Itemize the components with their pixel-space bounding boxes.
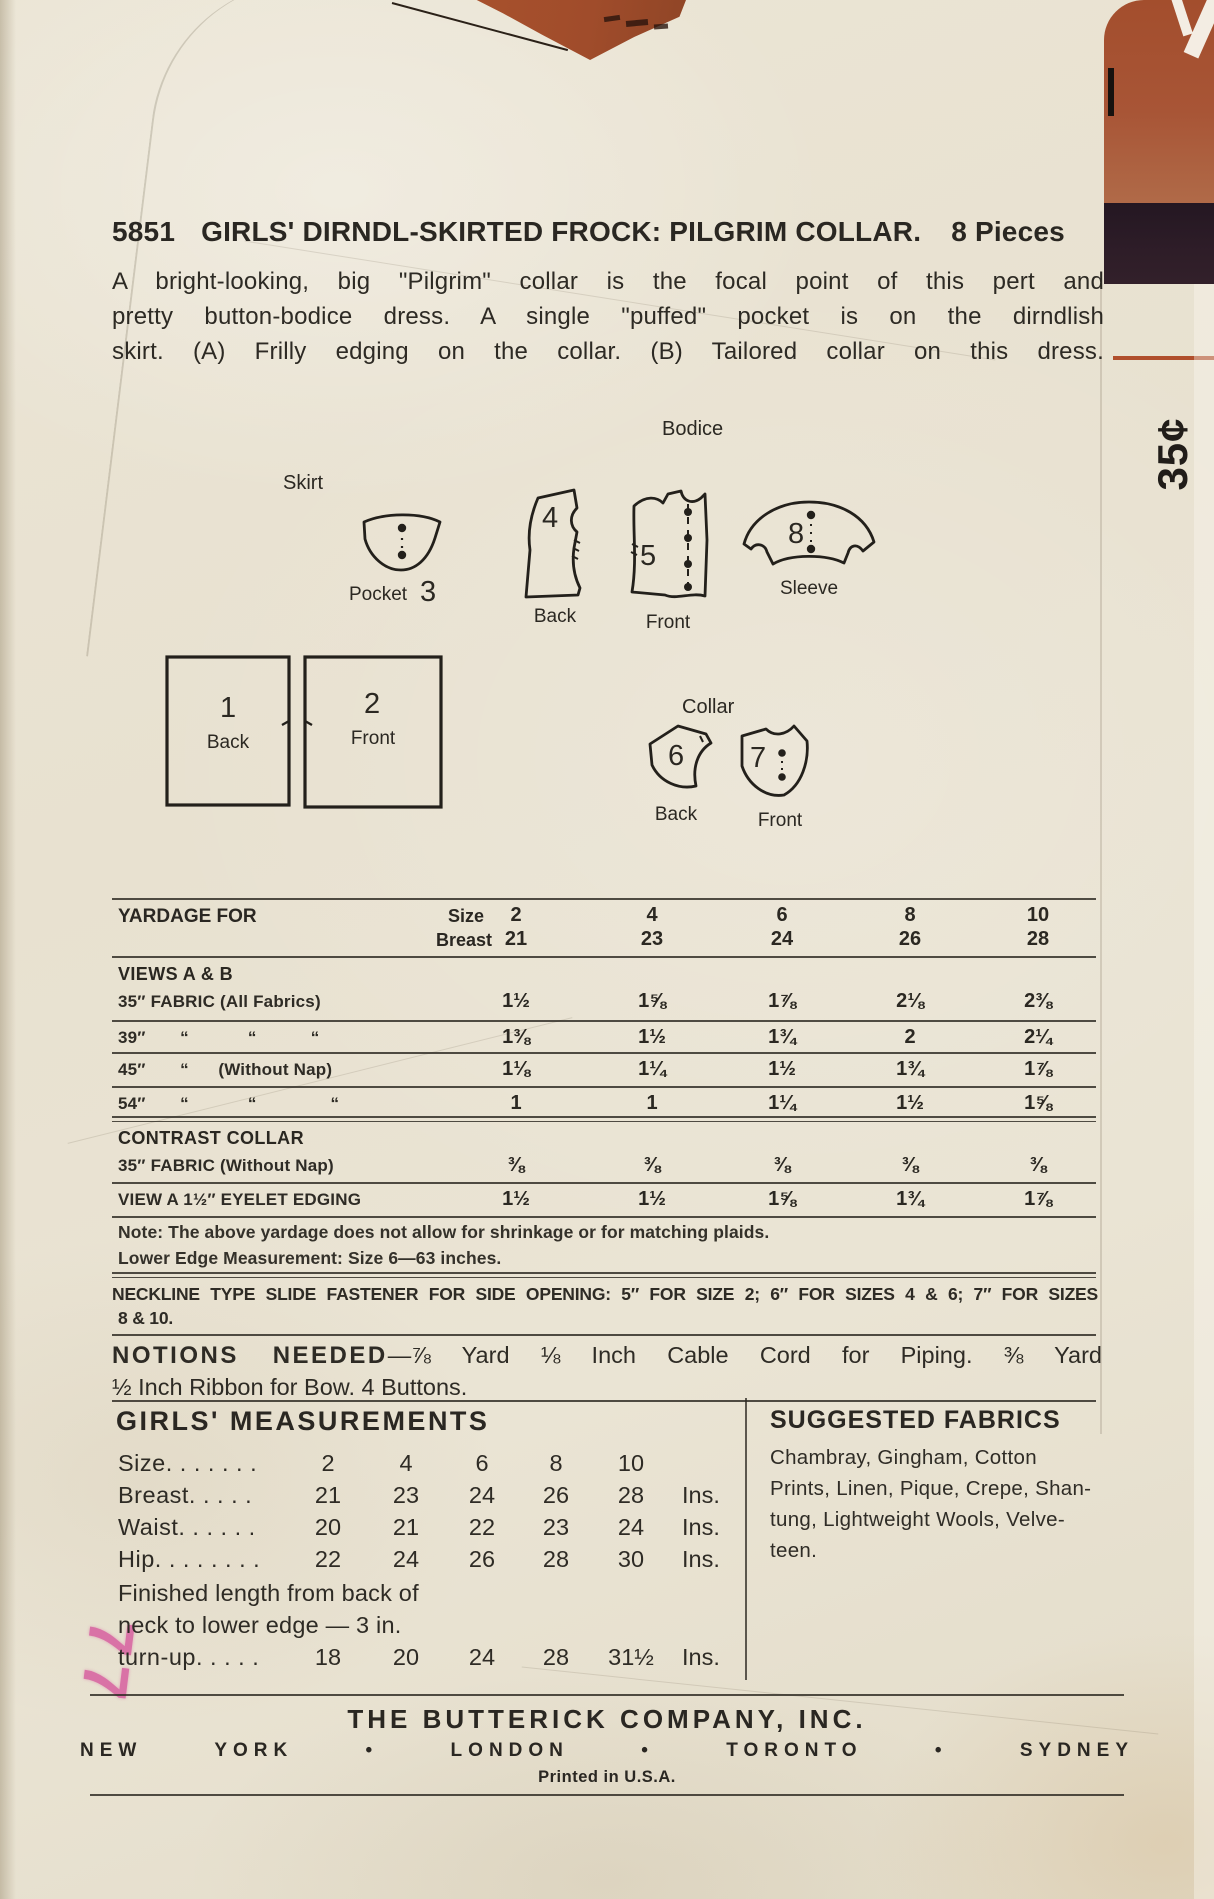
measurement-value: 28 <box>617 1482 645 1508</box>
yardage-row <box>112 992 1096 1018</box>
measurement-value: 21 <box>392 1514 420 1540</box>
yardage-value: 1¾ <box>896 1188 924 1210</box>
sleeve-number: 8 <box>788 518 805 550</box>
measurement-row <box>116 1514 736 1542</box>
print-smudge <box>654 24 668 30</box>
table-rule <box>112 1334 1096 1336</box>
measurement-value: 22 <box>314 1546 342 1572</box>
yardage-row <box>112 1156 1096 1182</box>
table-rule <box>112 1400 1096 1402</box>
measurement-value: 28 <box>542 1546 570 1572</box>
page-title <box>112 216 1102 248</box>
right-edge-highlight <box>1194 284 1214 1899</box>
sleeve-label: Sleeve <box>779 578 839 599</box>
notions-line <box>112 1342 1102 1370</box>
finished-length-line: neck to lower edge — 3 in. <box>118 1612 402 1638</box>
yardage-value: ⅜ <box>773 1154 791 1176</box>
size-label: Size <box>448 906 485 926</box>
notions-text: —⅞ Yard ⅛ Inch Cable Cord for Piping. ⅜ Yard <box>387 1342 1102 1368</box>
side-fold-line <box>1100 284 1102 1434</box>
measurement-row <box>116 1482 736 1510</box>
description-line: skirt. (A) Frilly edging on the collar. (B) Tailored collar on this dress. <box>112 338 1104 365</box>
yardage-value: ⅜ <box>901 1154 919 1176</box>
breast-value: 21 <box>504 928 528 950</box>
fabrics-line: Chambray, Gingham, Cotton <box>770 1446 1037 1469</box>
envelope-front-showthrough <box>468 0 686 60</box>
turnup-row <box>116 1644 736 1672</box>
collar-front-piece-diagram <box>734 724 814 804</box>
breast-value: 24 <box>770 928 794 950</box>
table-rule <box>112 1216 1096 1218</box>
pocket-number: 3 <box>420 576 437 608</box>
yardage-value: 1½ <box>502 1188 530 1210</box>
yardage-value: 2¼ <box>1024 1026 1052 1048</box>
yardage-value: 1¼ <box>768 1092 796 1114</box>
yardage-note: Note: The above yardage does not allow for shrinkage or for matching plaids. <box>118 1222 770 1242</box>
measurement-value: 30 <box>617 1546 645 1572</box>
breast-value: 26 <box>898 928 922 950</box>
size-value: 10 <box>1026 904 1050 926</box>
breast-value: 28 <box>1026 928 1050 950</box>
measurement-label: Hip. . . . . . . . <box>118 1546 261 1572</box>
finished-length-line: Finished length from back of <box>118 1580 419 1606</box>
yardage-value: 1 <box>646 1092 658 1114</box>
yardage-value: 1½ <box>896 1092 924 1114</box>
pattern-number: 5851 <box>112 216 176 247</box>
breast-header-row <box>112 930 1096 956</box>
bodice-front-label: Front <box>645 612 691 633</box>
pocket-label: Pocket <box>348 584 408 605</box>
turnup-value: 31½ <box>608 1644 654 1670</box>
yardage-header-row <box>112 906 1096 932</box>
bodice-back-number: 4 <box>542 502 559 534</box>
table-rule <box>112 956 1096 958</box>
description-line: A bright-looking, big "Pilgrim" collar is the focal point of this pert and <box>112 268 1104 295</box>
measurement-value: 4 <box>399 1450 413 1476</box>
measurement-value: 23 <box>542 1514 570 1540</box>
fabrics-title: SUGGESTED FABRICS <box>770 1406 1061 1434</box>
bodice-front-number: 5 <box>640 540 657 572</box>
table-rule <box>112 1182 1096 1184</box>
yardage-value: 1¾ <box>896 1058 924 1080</box>
description-line: pretty button-bodice dress. A single "puffed" pocket is on the dirndlish <box>112 303 1104 330</box>
pattern-name: GIRLS' DIRNDL-SKIRTED FROCK: PILGRIM COLLAR. <box>201 216 922 247</box>
footer-rule <box>90 1694 1124 1696</box>
turnup-value: 24 <box>468 1644 496 1670</box>
measurement-value: 24 <box>392 1546 420 1572</box>
views-section-header: VIEWS A & B <box>118 964 234 984</box>
company-cities: NEW YORK • LONDON • TORONTO • SYDNEY <box>80 1740 1134 1761</box>
yardage-value: ⅜ <box>643 1154 661 1176</box>
measurement-label: Waist. . . . . . <box>118 1514 256 1540</box>
measurements-title: GIRLS' MEASUREMENTS <box>116 1406 490 1436</box>
yardage-value: 1⅞ <box>1024 1058 1052 1080</box>
skirt-back-piece-diagram <box>165 655 291 807</box>
contrast-collar-header: CONTRAST COLLAR <box>118 1128 304 1148</box>
measurement-unit: Ins. <box>682 1482 720 1508</box>
table-rule <box>112 1116 1096 1118</box>
measurement-value: 6 <box>475 1450 489 1476</box>
measurement-value: 2 <box>321 1450 335 1476</box>
measurement-value: 24 <box>617 1514 645 1540</box>
measurement-label: Breast. . . . . <box>118 1482 253 1508</box>
table-rule <box>112 1277 1096 1278</box>
collar-front-number: 7 <box>750 742 767 774</box>
printed-in-usa: Printed in U.S.A. <box>538 1768 676 1786</box>
measurement-value: 23 <box>392 1482 420 1508</box>
yardage-value: 1⅝ <box>768 1188 796 1210</box>
size-value: 6 <box>776 904 788 926</box>
yardage-value: 1⅞ <box>768 990 796 1012</box>
skirt-back-label: Back <box>206 732 250 753</box>
price-label: 35¢ <box>1149 417 1196 491</box>
neckline-note-line: NECKLINE TYPE SLIDE FASTENER FOR SIDE OPENING: 5″ FOR SIZE 2; 6″ FOR SIZES 4 & 6; 7″ FOR SIZES <box>112 1284 1098 1304</box>
turnup-value: 20 <box>392 1644 420 1670</box>
skirt-section-label: Skirt <box>283 472 323 494</box>
breast-label: Breast <box>436 930 493 950</box>
measurement-value: 26 <box>468 1546 496 1572</box>
size-value: 8 <box>904 904 916 926</box>
turnup-value: 28 <box>542 1644 570 1670</box>
yardage-value: 1⅛ <box>502 1058 530 1080</box>
bodice-back-label: Back <box>533 606 577 627</box>
yardage-value: 1¼ <box>638 1058 666 1080</box>
collar-front-label: Front <box>757 810 803 831</box>
yardage-value: 1⅜ <box>502 1026 530 1048</box>
yardage-row <box>112 1190 1096 1216</box>
skirt-front-number: 2 <box>364 688 381 720</box>
measurement-value: 20 <box>314 1514 342 1540</box>
yardage-value: 1½ <box>768 1058 796 1080</box>
bodice-section-label: Bodice <box>662 418 724 440</box>
sleeve-piece-diagram <box>738 498 880 572</box>
yardage-value: 2⅜ <box>1024 990 1052 1012</box>
yardage-title: YARDAGE FOR <box>118 906 257 927</box>
measurement-unit: Ins. <box>682 1546 720 1572</box>
table-rule <box>112 1121 1096 1122</box>
yardage-value: 1½ <box>638 1026 666 1048</box>
measurement-row <box>116 1546 736 1574</box>
table-rule <box>112 1020 1096 1022</box>
yardage-value: ⅜ <box>1029 1154 1047 1176</box>
yardage-row-label: 45″ “ (Without Nap) <box>118 1060 333 1079</box>
size-value: 2 <box>510 904 522 926</box>
pieces-count: 8 Pieces <box>951 216 1065 247</box>
turnup-label: turn-up. . . . . <box>118 1644 260 1670</box>
size-value: 4 <box>646 904 658 926</box>
table-rule <box>112 1052 1096 1054</box>
breast-value: 23 <box>640 928 664 950</box>
column-divider <box>745 1398 747 1680</box>
collar-back-label: Back <box>654 804 698 825</box>
measurement-value: 26 <box>542 1482 570 1508</box>
table-rule <box>112 1272 1096 1274</box>
yardage-row-label: 35″ FABRIC (All Fabrics) <box>118 992 321 1011</box>
table-rule <box>112 1086 1096 1088</box>
measurement-row <box>116 1450 736 1478</box>
measurement-value: 24 <box>468 1482 496 1508</box>
measurement-unit: Ins. <box>682 1514 720 1540</box>
turnup-unit: Ins. <box>682 1644 720 1670</box>
stamp-77: 77 <box>66 1615 149 1712</box>
measurement-value: 22 <box>468 1514 496 1540</box>
yardage-row-label: 39″ “ “ “ <box>118 1028 320 1047</box>
yardage-value: 1 <box>510 1092 522 1114</box>
measurement-value: 8 <box>549 1450 563 1476</box>
notions-label: NOTIONS NEEDED <box>112 1342 388 1369</box>
yardage-row-label: 35″ FABRIC (Without Nap) <box>118 1156 334 1175</box>
yardage-value: 2⅛ <box>896 990 924 1012</box>
yardage-value: 1½ <box>638 1188 666 1210</box>
collar-back-number: 6 <box>668 740 685 772</box>
yardage-value: 1⅝ <box>1024 1092 1052 1114</box>
measurement-label: Size. . . . . . . <box>118 1450 258 1476</box>
yardage-row <box>112 1060 1096 1086</box>
neckline-note-line: 8 & 10. <box>118 1308 174 1328</box>
fabrics-line: Prints, Linen, Pique, Crepe, Shan- <box>770 1477 1092 1500</box>
yardage-row-label: VIEW A 1½″ EYELET EDGING <box>118 1190 362 1209</box>
yardage-value: 1⅞ <box>1024 1188 1052 1210</box>
yardage-value: ⅜ <box>507 1154 525 1176</box>
dark-side-band <box>1104 203 1214 284</box>
fabrics-line: teen. <box>770 1539 818 1562</box>
yardage-value: 1½ <box>502 990 530 1012</box>
pocket-piece-diagram <box>358 510 446 576</box>
registration-mark <box>1108 68 1114 116</box>
yardage-value: 1¾ <box>768 1026 796 1048</box>
lower-edge-note: Lower Edge Measurement: Size 6—63 inches. <box>118 1248 502 1268</box>
skirt-front-label: Front <box>350 728 396 749</box>
measurement-value: 10 <box>617 1450 645 1476</box>
yardage-value: 2 <box>904 1026 916 1048</box>
yardage-row <box>112 1028 1096 1054</box>
measurement-value: 21 <box>314 1482 342 1508</box>
fabrics-line: tung, Lightweight Wools, Velve- <box>770 1508 1065 1531</box>
table-rule <box>112 898 1096 900</box>
yardage-row-label: 54″ “ “ “ <box>118 1094 340 1113</box>
bodice-front-piece-diagram <box>624 488 712 606</box>
company-name: THE BUTTERICK COMPANY, INC. <box>347 1704 867 1734</box>
turnup-value: 18 <box>314 1644 342 1670</box>
footer-rule <box>90 1794 1124 1796</box>
notions-line: ½ Inch Ribbon for Bow. 4 Buttons. <box>112 1374 468 1400</box>
collar-section-label: Collar <box>682 696 735 718</box>
skirt-back-number: 1 <box>220 692 237 724</box>
yardage-value: 1⅝ <box>638 990 666 1012</box>
